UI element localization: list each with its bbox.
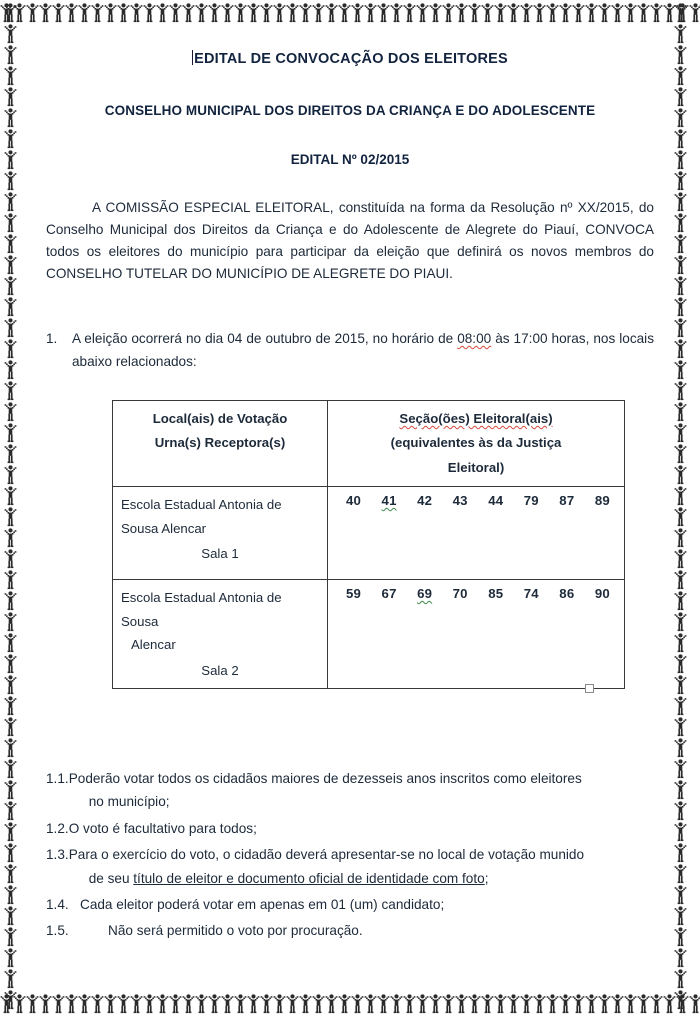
person-arms-up-icon <box>674 191 687 212</box>
person-arms-up-icon <box>481 993 494 1014</box>
person-arms-up-icon <box>4 611 17 632</box>
person-arms-up-icon <box>674 716 687 737</box>
person-arms-up-icon <box>572 2 585 23</box>
person-arms-up-icon <box>4 800 17 821</box>
person-arms-up-icon <box>674 359 687 380</box>
person-arms-up-icon <box>674 254 687 275</box>
person-arms-up-icon <box>351 993 364 1014</box>
person-arms-up-icon <box>674 65 687 86</box>
text-caret <box>192 50 193 65</box>
person-arms-up-icon <box>78 993 91 1014</box>
person-arms-up-icon <box>559 2 572 23</box>
person-arms-up-icon <box>674 968 687 989</box>
person-arms-up-icon <box>611 993 624 1014</box>
person-arms-up-icon <box>674 611 687 632</box>
page-title-text: EDITAL DE CONVOCAÇÃO DOS ELEITORES <box>194 51 508 67</box>
person-arms-up-icon <box>195 993 208 1014</box>
person-arms-up-icon <box>260 993 273 1014</box>
sub-item-1-2-number: 1.2. <box>46 820 69 836</box>
person-arms-up-icon <box>674 23 687 44</box>
person-arms-up-icon <box>674 296 687 317</box>
person-arms-up-icon <box>572 993 585 1014</box>
person-arms-up-icon <box>351 2 364 23</box>
person-arms-up-icon <box>507 2 520 23</box>
person-arms-up-icon <box>637 2 650 23</box>
person-arms-up-icon <box>169 2 182 23</box>
person-arms-up-icon <box>624 2 637 23</box>
person-arms-up-icon <box>674 653 687 674</box>
person-arms-up-icon <box>674 800 687 821</box>
person-arms-up-icon <box>585 993 598 1014</box>
sub-item-1-3-text <box>69 843 654 890</box>
person-arms-up-icon <box>674 674 687 695</box>
person-arms-up-icon <box>4 254 17 275</box>
person-arms-up-icon <box>52 993 65 1014</box>
person-arms-up-icon <box>674 569 687 590</box>
person-arms-up-icon <box>4 632 17 653</box>
person-arms-up-icon <box>130 2 143 23</box>
person-arms-up-icon <box>494 2 507 23</box>
secao-number: 59 <box>346 586 362 602</box>
person-arms-up-icon <box>247 993 260 1014</box>
secao-list-2 <box>336 586 616 601</box>
person-arms-up-icon <box>4 191 17 212</box>
border-decoration-bottom <box>0 993 700 1015</box>
sub-item-1-3-underlined: título de eleitor e documento oficial de identidade com foto <box>133 870 485 886</box>
person-arms-up-icon <box>169 993 182 1014</box>
person-arms-up-icon <box>468 2 481 23</box>
person-arms-up-icon <box>117 2 130 23</box>
person-arms-up-icon <box>674 485 687 506</box>
person-arms-up-icon <box>468 993 481 1014</box>
person-arms-up-icon <box>674 737 687 758</box>
person-arms-up-icon <box>533 2 546 23</box>
person-arms-up-icon <box>674 905 687 926</box>
person-arms-up-icon <box>4 443 17 464</box>
person-arms-up-icon <box>299 993 312 1014</box>
person-arms-up-icon <box>674 527 687 548</box>
local-1-line2: Alencar <box>161 520 207 536</box>
person-arms-up-icon <box>338 993 351 1014</box>
person-arms-up-icon <box>674 989 687 1010</box>
local-1-line1: Escola Estadual Antonia de Sousa <box>121 497 282 536</box>
person-arms-up-icon <box>247 2 260 23</box>
list-item <box>46 843 654 890</box>
person-arms-up-icon <box>377 2 390 23</box>
person-arms-up-icon <box>4 86 17 107</box>
person-arms-up-icon <box>208 2 221 23</box>
item-1-text <box>72 327 654 374</box>
voting-table-wrapper <box>112 400 610 689</box>
person-arms-up-icon <box>221 2 234 23</box>
person-arms-up-icon <box>4 863 17 884</box>
person-arms-up-icon <box>546 993 559 1014</box>
person-arms-up-icon <box>455 993 468 1014</box>
sub-item-1-2-text: O voto é facultativo para todos; <box>68 820 257 836</box>
person-arms-up-icon <box>4 338 17 359</box>
sub-item-1-1-main: Poderão votar todos os cidadãos maiores de dezesseis anos inscritos como eleitores <box>68 771 582 787</box>
person-arms-up-icon <box>624 993 637 1014</box>
person-arms-up-icon <box>4 380 17 401</box>
person-arms-up-icon <box>4 317 17 338</box>
local-2-line1: Escola Estadual Antonia de Sousa <box>121 590 282 629</box>
person-arms-up-icon <box>130 993 143 1014</box>
person-arms-up-icon <box>403 993 416 1014</box>
person-arms-up-icon <box>674 695 687 716</box>
person-arms-up-icon <box>674 44 687 65</box>
person-arms-up-icon <box>117 993 130 1014</box>
person-arms-up-icon <box>674 884 687 905</box>
person-arms-up-icon <box>377 993 390 1014</box>
person-arms-up-icon <box>674 338 687 359</box>
person-arms-up-icon <box>674 401 687 422</box>
person-arms-up-icon <box>4 989 17 1010</box>
person-arms-up-icon <box>674 548 687 569</box>
person-arms-up-icon <box>4 758 17 779</box>
person-arms-up-icon <box>674 443 687 464</box>
person-arms-up-icon <box>4 65 17 86</box>
secao-list-1 <box>336 493 616 508</box>
person-arms-up-icon <box>390 993 403 1014</box>
table-header-row <box>113 400 625 486</box>
edital-number: EDITAL Nº 02/2015 <box>290 152 410 167</box>
person-arms-up-icon <box>4 485 17 506</box>
person-arms-up-icon <box>4 506 17 527</box>
person-arms-up-icon <box>4 233 17 254</box>
cell-secao-2 <box>328 580 625 689</box>
person-arms-up-icon <box>520 993 533 1014</box>
person-arms-up-icon <box>4 422 17 443</box>
person-arms-up-icon <box>338 2 351 23</box>
person-arms-up-icon <box>559 993 572 1014</box>
person-arms-up-icon <box>4 149 17 170</box>
secao-number: 67 <box>381 586 397 602</box>
cell-secao-1 <box>328 487 625 580</box>
person-arms-up-icon <box>4 527 17 548</box>
person-arms-up-icon <box>507 993 520 1014</box>
person-arms-up-icon <box>208 993 221 1014</box>
person-arms-up-icon <box>234 2 247 23</box>
person-arms-up-icon <box>4 947 17 968</box>
header-secao-line2: (equivalentes às da Justiça <box>390 435 562 451</box>
person-arms-up-icon <box>650 993 663 1014</box>
sub-item-1-5-number: 1.5. <box>46 923 69 939</box>
person-arms-up-icon <box>455 2 468 23</box>
person-arms-up-icon <box>4 842 17 863</box>
person-arms-up-icon <box>4 779 17 800</box>
person-arms-up-icon <box>533 993 546 1014</box>
person-arms-up-icon <box>4 653 17 674</box>
person-arms-up-icon <box>4 569 17 590</box>
person-arms-up-icon <box>598 993 611 1014</box>
person-arms-up-icon <box>4 401 17 422</box>
list-item <box>46 919 654 942</box>
person-arms-up-icon <box>4 716 17 737</box>
person-arms-up-icon <box>65 993 78 1014</box>
header-local-line1: Local(ais) de Votação <box>152 410 288 426</box>
person-arms-up-icon <box>325 993 338 1014</box>
item-1-text-after: às 17:00 horas, nos locais abaixo relacionados: <box>72 331 654 370</box>
secao-number: 41 <box>381 493 397 509</box>
person-arms-up-icon <box>674 779 687 800</box>
local-2-sala: Sala 2 <box>201 662 239 678</box>
person-arms-up-icon <box>390 2 403 23</box>
person-arms-up-icon <box>674 842 687 863</box>
secao-number: 43 <box>452 493 468 509</box>
person-arms-up-icon <box>4 23 17 44</box>
person-arms-up-icon <box>674 380 687 401</box>
item-1-text-before: A eleição ocorrerá no dia 04 de outubro de 2015, no horário de <box>72 331 458 347</box>
person-arms-up-icon <box>611 2 624 23</box>
sub-item-1-4-text: Cada eleitor poderá votar em apenas em 01 (um) candidato; <box>80 896 445 912</box>
secao-number: 87 <box>559 493 575 509</box>
person-arms-up-icon <box>4 548 17 569</box>
item-1-time-start: 08:00 <box>457 331 492 347</box>
person-arms-up-icon <box>143 2 156 23</box>
person-arms-up-icon <box>585 2 598 23</box>
sub-item-1-5-text: Não será permitido o voto por procuração. <box>108 923 363 939</box>
sub-item-1-3-cont-after: ; <box>484 870 489 886</box>
person-arms-up-icon <box>598 2 611 23</box>
cell-local-2 <box>113 580 328 689</box>
person-arms-up-icon <box>650 2 663 23</box>
header-cell-secao <box>328 400 625 486</box>
sub-item-1-3-main: Para o exercício do voto, o cidadão deverá apresentar-se no local de votação munido <box>68 847 585 863</box>
sub-item-1-4-number: 1.4. <box>46 896 69 912</box>
person-arms-up-icon <box>4 170 17 191</box>
person-arms-up-icon <box>4 107 17 128</box>
sub-item-1-3-number: 1.3. <box>46 847 69 863</box>
secao-number: 42 <box>417 493 433 509</box>
person-arms-up-icon <box>91 993 104 1014</box>
person-arms-up-icon <box>221 993 234 1014</box>
person-arms-up-icon <box>674 947 687 968</box>
voting-locations-table <box>112 400 625 689</box>
person-arms-up-icon <box>286 2 299 23</box>
header-local-line2: Urna(s) Receptora(s) <box>154 435 286 451</box>
person-arms-up-icon <box>4 590 17 611</box>
person-arms-up-icon <box>104 993 117 1014</box>
person-arms-up-icon <box>26 993 39 1014</box>
sub-item-1-1-number: 1.1. <box>46 771 69 787</box>
header-secao-line1: Seção(ões) Eleitoral(ais) <box>399 410 553 426</box>
council-subtitle: CONSELHO MUNICIPAL DOS DIREITOS DA CRIANÇA E DO ADOLESCENTE <box>104 103 596 118</box>
person-arms-up-icon <box>674 170 687 191</box>
person-arms-up-icon <box>674 590 687 611</box>
person-arms-up-icon <box>104 2 117 23</box>
person-arms-up-icon <box>442 2 455 23</box>
page-title <box>46 50 654 67</box>
person-arms-up-icon <box>364 2 377 23</box>
person-arms-up-icon <box>312 993 325 1014</box>
person-arms-up-icon <box>637 993 650 1014</box>
person-arms-up-icon <box>546 2 559 23</box>
person-arms-up-icon <box>4 212 17 233</box>
person-arms-up-icon <box>674 233 687 254</box>
sub-items-list <box>46 767 654 943</box>
person-arms-up-icon <box>674 149 687 170</box>
person-arms-up-icon <box>481 2 494 23</box>
secao-number: 69 <box>417 586 433 602</box>
document-content <box>28 28 672 978</box>
header-secao-line3: Eleitoral) <box>447 459 505 475</box>
person-arms-up-icon <box>4 464 17 485</box>
person-arms-up-icon <box>273 993 286 1014</box>
person-arms-up-icon <box>364 993 377 1014</box>
table-row <box>113 487 625 580</box>
person-arms-up-icon <box>4 884 17 905</box>
person-arms-up-icon <box>4 737 17 758</box>
person-arms-up-icon <box>156 2 169 23</box>
person-arms-up-icon <box>312 2 325 23</box>
person-arms-up-icon <box>4 968 17 989</box>
person-arms-up-icon <box>403 2 416 23</box>
person-arms-up-icon <box>520 2 533 23</box>
person-arms-up-icon <box>78 2 91 23</box>
person-arms-up-icon <box>674 863 687 884</box>
person-arms-up-icon <box>65 2 78 23</box>
person-arms-up-icon <box>674 317 687 338</box>
person-arms-up-icon <box>429 993 442 1014</box>
person-arms-up-icon <box>4 44 17 65</box>
sub-item-1-1-text <box>69 767 654 814</box>
person-arms-up-icon <box>674 632 687 653</box>
person-arms-up-icon <box>674 821 687 842</box>
local-2-line2: Alencar <box>131 637 176 653</box>
person-arms-up-icon <box>674 464 687 485</box>
person-arms-up-icon <box>416 2 429 23</box>
table-resize-handle[interactable] <box>585 684 594 693</box>
person-arms-up-icon <box>4 905 17 926</box>
border-decoration-right <box>674 2 696 1017</box>
person-arms-up-icon <box>39 2 52 23</box>
secao-number: 70 <box>452 586 468 602</box>
person-arms-up-icon <box>325 2 338 23</box>
local-1-sala: Sala 1 <box>201 546 239 562</box>
person-arms-up-icon <box>674 506 687 527</box>
sub-item-1-3-cont-before: de seu <box>88 870 134 886</box>
person-arms-up-icon <box>52 2 65 23</box>
person-arms-up-icon <box>4 296 17 317</box>
person-arms-up-icon <box>416 993 429 1014</box>
person-arms-up-icon <box>4 926 17 947</box>
person-arms-up-icon <box>674 212 687 233</box>
person-arms-up-icon <box>429 2 442 23</box>
person-arms-up-icon <box>4 821 17 842</box>
secao-number: 86 <box>559 586 575 602</box>
person-arms-up-icon <box>299 2 312 23</box>
header-cell-local <box>113 400 328 486</box>
person-arms-up-icon <box>4 2 17 23</box>
person-arms-up-icon <box>674 926 687 947</box>
list-item <box>46 817 654 840</box>
person-arms-up-icon <box>674 2 687 23</box>
person-arms-up-icon <box>674 275 687 296</box>
border-decoration-top <box>0 2 700 24</box>
person-arms-up-icon <box>4 695 17 716</box>
person-arms-up-icon <box>674 758 687 779</box>
person-arms-up-icon <box>4 674 17 695</box>
person-arms-up-icon <box>674 128 687 149</box>
list-item <box>46 893 654 916</box>
secao-number: 44 <box>488 493 504 509</box>
sub-item-1-1-continuation: no município; <box>88 794 170 810</box>
person-arms-up-icon <box>26 2 39 23</box>
secao-number: 74 <box>523 586 539 602</box>
person-arms-up-icon <box>273 2 286 23</box>
person-arms-up-icon <box>234 993 247 1014</box>
person-arms-up-icon <box>4 128 17 149</box>
secao-number: 79 <box>523 493 539 509</box>
secao-number: 85 <box>488 586 504 602</box>
sub-item-1-3-continuation <box>69 867 654 890</box>
person-arms-up-icon <box>91 2 104 23</box>
person-arms-up-icon <box>674 107 687 128</box>
person-arms-up-icon <box>39 993 52 1014</box>
person-arms-up-icon <box>156 993 169 1014</box>
table-row <box>113 580 625 689</box>
secao-number: 90 <box>594 586 610 602</box>
lead-paragraph: A COMISSÃO ESPECIAL ELEITORAL, constituída na forma da Resolução nº XX/2015, do Conselho Municipal dos Direitos da Criança e do Adolescente de Alegrete do Piauí, CONVOCA todos os eleitores do município para participar da eleição que definirá os novos membros do CONSELHO TUTELAR DO MUNICÍPIO DE ALEGRETE DO PIAUI. <box>46 200 654 282</box>
border-decoration-left <box>4 2 26 1017</box>
person-arms-up-icon <box>182 993 195 1014</box>
item-1-number: 1. <box>46 331 58 347</box>
cell-local-1 <box>113 487 328 580</box>
person-arms-up-icon <box>4 275 17 296</box>
person-arms-up-icon <box>260 2 273 23</box>
item-1 <box>46 327 654 374</box>
list-item <box>46 767 654 814</box>
person-arms-up-icon <box>143 993 156 1014</box>
person-arms-up-icon <box>182 2 195 23</box>
person-arms-up-icon <box>442 993 455 1014</box>
secao-number: 40 <box>346 493 362 509</box>
person-arms-up-icon <box>674 86 687 107</box>
secao-number: 89 <box>594 493 610 509</box>
person-arms-up-icon <box>494 993 507 1014</box>
person-arms-up-icon <box>195 2 208 23</box>
person-arms-up-icon <box>674 422 687 443</box>
person-arms-up-icon <box>4 359 17 380</box>
person-arms-up-icon <box>286 993 299 1014</box>
